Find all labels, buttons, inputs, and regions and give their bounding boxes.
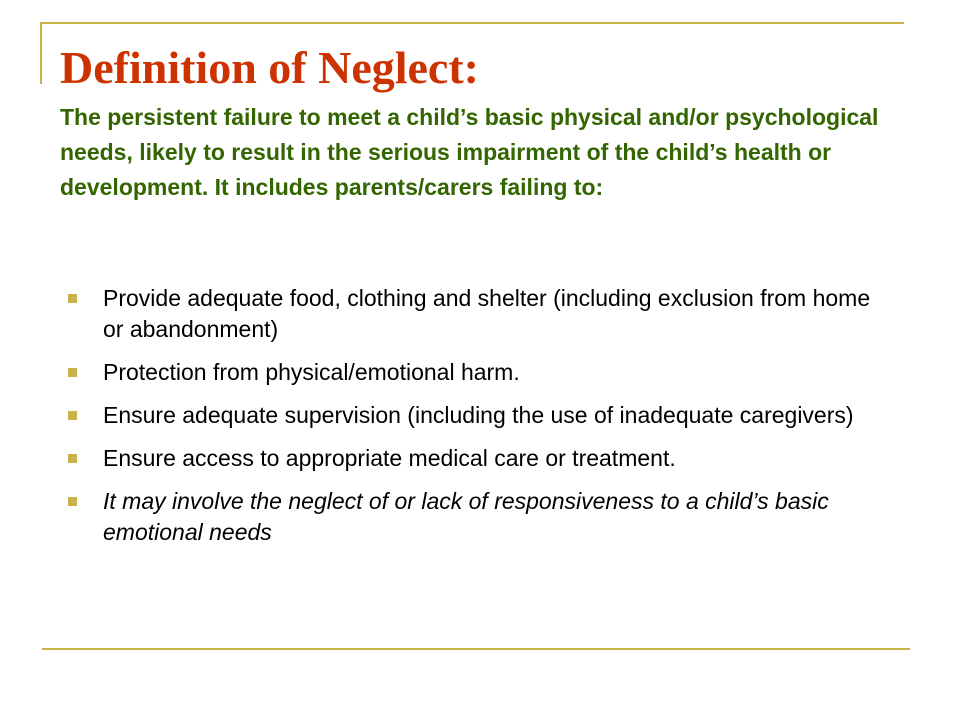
bullet-text: Provide adequate food, clothing and shelter (including exclusion from home or abandonment) (103, 285, 871, 342)
square-bullet-icon (68, 411, 77, 420)
square-bullet-icon (68, 368, 77, 377)
bullet-text: Ensure adequate supervision (including the use of inadequate caregivers) (103, 402, 854, 428)
left-divider (40, 22, 42, 84)
bullet-item (68, 400, 888, 431)
top-divider (40, 22, 904, 24)
bullet-item (68, 357, 888, 388)
square-bullet-icon (68, 497, 77, 506)
bullet-list (68, 283, 888, 560)
square-bullet-icon (68, 294, 77, 303)
square-bullet-icon (68, 454, 77, 463)
bullet-text: Ensure access to appropriate medical care or treatment. (103, 445, 676, 471)
bullet-item (68, 283, 888, 345)
bullet-item (68, 443, 888, 474)
bottom-divider (42, 648, 910, 650)
bullet-item (68, 486, 888, 548)
bullet-text: Protection from physical/emotional harm. (103, 359, 520, 385)
bullet-text: It may involve the neglect of or lack of responsiveness to a child’s basic emotional needs (103, 488, 829, 545)
slide-subtitle: The persistent failure to meet a child’s basic physical and/or psychological needs, likely to result in the serious impairment of the child’s health or development. It includes parents/carers failing to: (60, 104, 879, 200)
slide-title: Definition of Neglect: (60, 42, 479, 93)
